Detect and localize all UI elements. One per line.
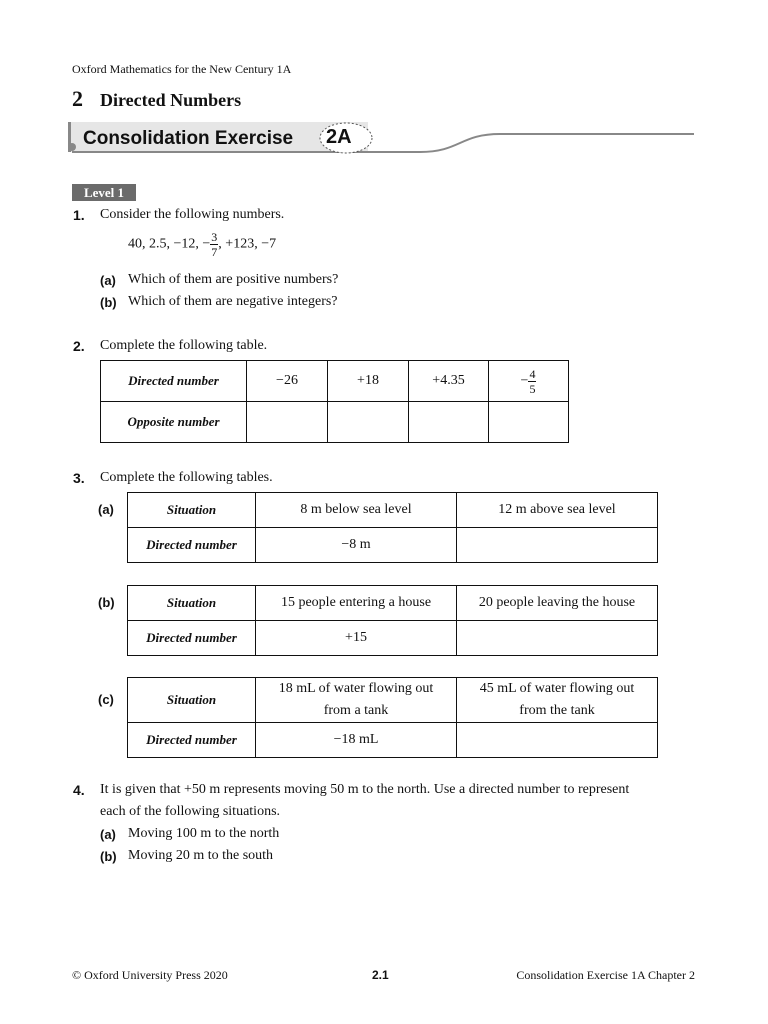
- footer-page-number: 2.1: [372, 968, 389, 982]
- q3c-situation-2-line2: from the tank: [519, 703, 595, 718]
- q3b-row-situation: [128, 586, 658, 621]
- q4-text-line1: It is given that +50 m represents moving 50 m to the north. Use a directed number to represent: [100, 782, 630, 797]
- q3b-header-directed: Directed number: [128, 621, 256, 656]
- q2-value-1: −26: [247, 361, 328, 402]
- q1b-text: Which of them are negative integers?: [128, 294, 338, 309]
- q2-table: [100, 360, 569, 443]
- q3b-row-directed: [128, 621, 658, 656]
- footer-section: Consolidation Exercise 1A Chapter 2: [516, 968, 695, 982]
- banner-dot: [68, 143, 76, 151]
- q4b-label: (b): [100, 849, 117, 864]
- q3a-directed-2: [457, 528, 658, 563]
- q2-header-opposite: Opposite number: [101, 402, 247, 443]
- q1-text: Consider the following numbers.: [100, 207, 285, 222]
- q2-value-4: [489, 361, 569, 402]
- q4-text-line2: each of the following situations.: [100, 804, 281, 819]
- q3c-situation-2: [457, 678, 658, 723]
- q2-answer-4: [489, 402, 569, 443]
- q3c-situation-1-line2: from a tank: [323, 703, 389, 718]
- q3c-directed-2: [457, 723, 658, 758]
- q3b-label: (b): [98, 595, 115, 610]
- footer-copyright: © Oxford University Press 2020: [72, 968, 228, 982]
- book-title: Oxford Mathematics for the New Century 1A: [72, 62, 292, 76]
- q2-fraction-sign: −: [520, 373, 529, 389]
- q1b-label: (b): [100, 295, 117, 310]
- q3b-header-situation: Situation: [128, 586, 256, 621]
- q2-value-3: +4.35: [409, 361, 489, 402]
- q3c-row-situation: [128, 678, 658, 723]
- q3a-header-situation: Situation: [128, 493, 256, 528]
- q1-numbers-part2: , +123, −7: [218, 236, 277, 252]
- q3c-situation-1-line1: 18 mL of water flowing out: [278, 681, 434, 696]
- q3c-table: [127, 677, 658, 758]
- q3b-directed-2: [457, 621, 658, 656]
- q2-fraction-denominator: 5: [529, 381, 536, 396]
- q1-numbers-part1: 40, 2.5, −12, −: [128, 236, 211, 252]
- q2-answer-3: [409, 402, 489, 443]
- q1-fraction-denominator: 7: [211, 245, 218, 259]
- q3a-situation-1: 8 m below sea level: [256, 493, 457, 528]
- q3b-situation-1: 15 people entering a house: [256, 586, 457, 621]
- q3b-directed-1: +15: [256, 621, 457, 656]
- q2-fraction: [528, 367, 536, 396]
- q3-text: Complete the following tables.: [100, 470, 273, 485]
- q3c-situation-1: [256, 678, 457, 723]
- q4a-label: (a): [100, 827, 116, 842]
- q3a-label: (a): [98, 502, 114, 517]
- q3c-row-directed: [128, 723, 658, 758]
- banner-code: 2A: [326, 126, 352, 148]
- q2-answer-2: [328, 402, 409, 443]
- q1a-text: Which of them are positive numbers?: [128, 272, 339, 287]
- q4b-text: Moving 20 m to the south: [128, 848, 274, 863]
- q3a-header-directed: Directed number: [128, 528, 256, 563]
- q3a-directed-1: −8 m: [256, 528, 457, 563]
- q2-header-directed: Directed number: [101, 361, 247, 402]
- q3a-row-situation: [128, 493, 658, 528]
- q3-number: 3.: [73, 470, 85, 486]
- q3c-situation-2-line1: 45 mL of water flowing out: [479, 681, 635, 696]
- q3a-row-directed: [128, 528, 658, 563]
- q3c-directed-1: −18 mL: [256, 723, 457, 758]
- q3a-situation-2: 12 m above sea level: [457, 493, 658, 528]
- chapter-number: 2: [72, 86, 83, 111]
- q3b-table: [127, 585, 658, 656]
- chapter-title: Directed Numbers: [100, 90, 242, 110]
- q2-fraction-numerator: 4: [529, 366, 536, 381]
- q2-number: 2.: [73, 338, 85, 354]
- q2-row-directed: [101, 361, 569, 402]
- banner-title: Consolidation Exercise: [83, 128, 294, 149]
- q3b-situation-2: 20 people leaving the house: [457, 586, 658, 621]
- q1-fraction-numerator: 3: [211, 230, 218, 244]
- q4a-text: Moving 100 m to the north: [128, 826, 280, 841]
- q1a-label: (a): [100, 273, 116, 288]
- q2-answer-1: [247, 402, 328, 443]
- q1-numbers: [128, 230, 276, 259]
- q3c-header-directed: Directed number: [128, 723, 256, 758]
- q3c-header-situation: Situation: [128, 678, 256, 723]
- q3a-table: [127, 492, 658, 563]
- q1-number: 1.: [73, 207, 85, 223]
- q2-value-2: +18: [328, 361, 409, 402]
- q2-text: Complete the following table.: [100, 338, 268, 353]
- q3c-label: (c): [98, 692, 114, 707]
- q4-number: 4.: [73, 782, 85, 798]
- q2-row-opposite: [101, 402, 569, 443]
- level-badge: Level 1: [72, 184, 136, 201]
